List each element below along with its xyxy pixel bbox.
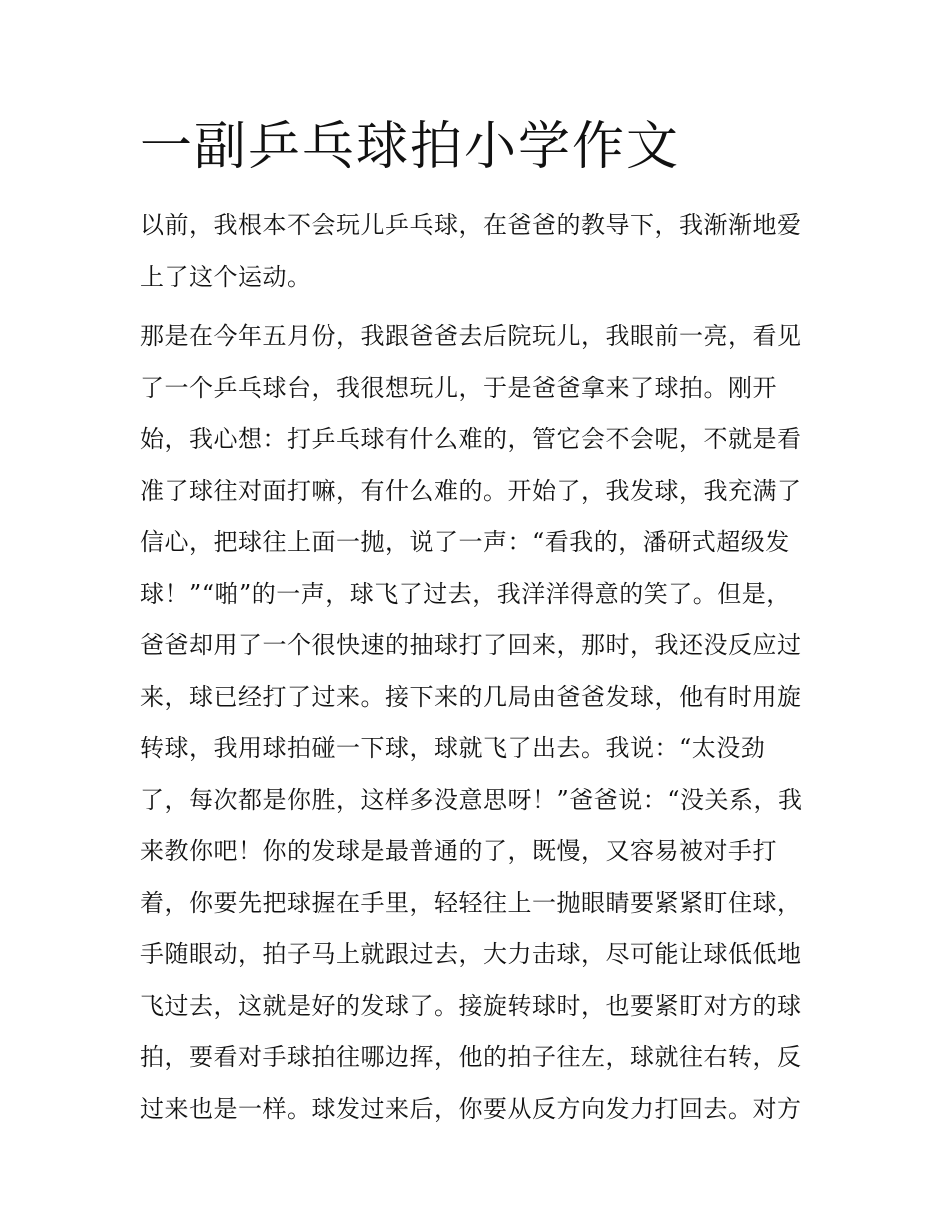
paragraph-line: 球！”“啪”的一声，球飞了过去，我洋洋得意的笑了。但是， <box>140 579 791 608</box>
paragraph-line: 那是在今年五月份，我跟爸爸去后院玩儿，我眼前一亮，看见 <box>140 322 802 350</box>
paragraph-line: 转球，我用球拍碰一下球，球就飞了出去。我说：“太没劲 <box>140 734 766 762</box>
paragraph-line: 来，球已经打了过来。接下来的几局由爸爸发球，他有时用旋 <box>140 682 802 711</box>
document-body <box>140 200 820 1135</box>
paragraph-line: 以前，我根本不会玩儿乒乓球，在爸爸的教导下，我渐渐地爱 <box>140 211 802 239</box>
paragraph-line: 准了球往对面打嘛，有什么难的。开始了，我发球，我充满了 <box>140 476 802 505</box>
paragraph-line: 飞过去，这就是好的发球了。接旋转球时，也要紧盯对方的球 <box>140 991 802 1020</box>
paragraph-line: 了，每次都是你胜，这样多没意思呀！”爸爸说：“没关系，我 <box>140 785 803 814</box>
paragraph-line: 上了这个运动。 <box>140 262 312 291</box>
document-title: 一副乒乓球拍小学作文 <box>140 117 681 177</box>
paragraph-line: 过来也是一样。球发过来后，你要从反方向发力打回去。对方 <box>140 1094 802 1123</box>
paragraph-line: 信心，把球往上面一抛，说了一声：“看我的，潘研式超级发 <box>140 528 790 556</box>
paragraph-line: 手随眼动，拍子马上就跟过去，大力击球，尽可能让球低低地 <box>140 940 802 968</box>
paragraph-line: 来教你吧！你的发球是最普通的了，既慢，又容易被对手打 <box>140 837 777 865</box>
paragraph-line: 拍，要看对手球拍往哪边挥，他的拍子往左，球就往右转，反 <box>140 1043 802 1071</box>
paragraph-line: 始，我心想：打乒乓球有什么难的，管它会不会呢，不就是看 <box>140 425 802 453</box>
paragraph-line: 了一个乒乓球台，我很想玩儿，于是爸爸拿来了球拍。刚开 <box>140 373 777 402</box>
paragraph-1 <box>140 200 820 303</box>
paragraph-2 <box>140 311 820 1135</box>
paragraph-line: 着，你要先把球握在手里，轻轻往上一抛眼睛要紧紧盯住球， <box>140 888 802 917</box>
paragraph-line: 爸爸却用了一个很快速的抽球打了回来，那时，我还没反应过 <box>140 631 802 659</box>
paragraph-gap <box>140 303 820 311</box>
